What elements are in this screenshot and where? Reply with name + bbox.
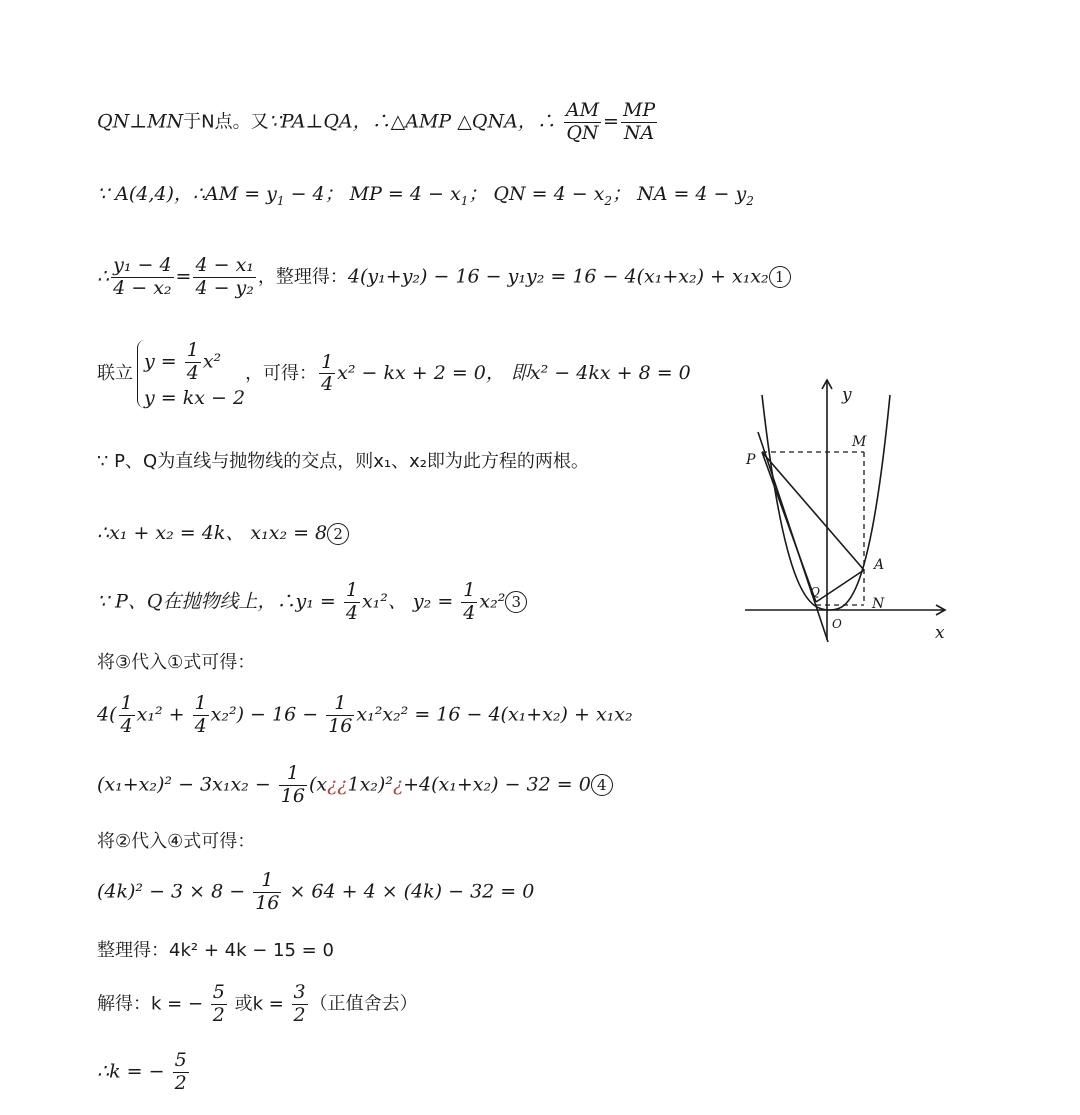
- text: y =: [144, 350, 183, 373]
- numerator: 1: [120, 692, 133, 714]
- text: 解得：k = −: [97, 993, 209, 1015]
- numerator: 4 − x₁: [193, 255, 255, 278]
- equals: =: [603, 110, 619, 133]
- denominator: 4 − y₂: [195, 276, 254, 299]
- fraction: [173, 1050, 189, 1095]
- numerator: 3: [293, 981, 306, 1003]
- denominator: 4: [120, 714, 133, 737]
- label-n: N: [872, 596, 885, 612]
- fraction: [193, 255, 255, 300]
- fraction: [111, 255, 173, 300]
- equation: y = kx − 2: [144, 386, 246, 409]
- text: x₁² +: [136, 703, 191, 726]
- label-a: A: [874, 557, 885, 573]
- text: ∵PA⊥QA，∴△AMP △QNA，∴: [268, 110, 556, 133]
- numerator: 5: [212, 981, 225, 1003]
- parabola-figure: [740, 370, 955, 650]
- text: x₂²: [479, 590, 506, 613]
- line-13: 整理得：4k² + 4k − 15 = 0: [97, 940, 334, 961]
- fraction: [344, 580, 360, 625]
- line-12: [97, 870, 534, 915]
- line-8: 将③代入①式可得：: [97, 652, 256, 673]
- label-o: O: [832, 617, 842, 631]
- fraction: [326, 693, 354, 738]
- denominator: QN: [566, 121, 599, 144]
- circled-mark: 2: [327, 523, 349, 545]
- equation-system: [137, 340, 245, 408]
- text: ∵ A(4,4)，∴AM = y: [97, 183, 277, 205]
- numerator: MP: [622, 99, 656, 121]
- circled-mark: 3: [505, 591, 527, 613]
- denominator: 16: [328, 714, 353, 737]
- numerator: 5: [174, 1049, 187, 1071]
- text: ； NA = 4 − y: [612, 183, 747, 205]
- fraction: [319, 352, 335, 397]
- denominator: 4: [463, 601, 476, 624]
- numerator: 1: [194, 692, 207, 714]
- label-y: y: [842, 385, 852, 405]
- numerator: 1: [186, 339, 199, 361]
- subscript: 1: [276, 193, 285, 208]
- fraction: [564, 100, 601, 145]
- label-q: Q: [810, 585, 820, 599]
- text: ； QN = 4 − x: [468, 183, 605, 205]
- text: × 64 + 4 × (4k) − 32 = 0: [283, 880, 535, 903]
- circled-mark: 1: [769, 266, 791, 288]
- fraction: [461, 580, 477, 625]
- denominator: 4: [186, 361, 199, 384]
- line-6: [97, 523, 349, 545]
- denominator: 4 − x₂: [113, 276, 172, 299]
- text: （正值舍去）: [309, 993, 418, 1015]
- line-1: [97, 100, 659, 145]
- text: − 4； MP = 4 − x: [284, 183, 461, 205]
- numerator: 1: [345, 579, 358, 601]
- line-7: [97, 580, 527, 625]
- text: x₂²) − 16 −: [210, 703, 325, 726]
- numerator: 1: [253, 870, 281, 893]
- text: (x: [308, 773, 328, 796]
- line-9: [97, 693, 633, 738]
- text: ∵ P、Q在抛物线上，∴y₁ =: [97, 590, 342, 613]
- segment-pa: [762, 452, 864, 570]
- line-11: 将②代入④式可得：: [97, 831, 256, 852]
- text: 4(: [97, 703, 117, 726]
- segment-pq: [762, 452, 816, 602]
- text: (4k)² − 3 × 8 −: [97, 880, 252, 903]
- numerator: y₁ − 4: [113, 254, 172, 276]
- denominator: NA: [623, 121, 655, 144]
- subscript: 2: [746, 193, 754, 208]
- fraction: [279, 763, 307, 808]
- garbled-char: ¿: [392, 773, 404, 796]
- equals: =: [175, 265, 192, 288]
- text: +4(x₁+x₂) − 32 = 0: [403, 773, 591, 796]
- numerator: AM: [565, 99, 600, 121]
- text: 4(y₁+y₂) − 16 − y₁y₂ = 16 − 4(x₁+x₂) + x₁x₂: [347, 265, 769, 288]
- fraction: [292, 982, 308, 1027]
- denominator: 2: [174, 1071, 187, 1094]
- line-5: ∵ P、Q为直线与抛物线的交点，则x₁、x₂即为此方程的两根。: [97, 451, 589, 472]
- numerator: 1: [463, 579, 476, 601]
- denominator: 4: [194, 714, 207, 737]
- fraction: [193, 693, 209, 738]
- denominator: 2: [293, 1003, 306, 1026]
- label-p: P: [746, 452, 756, 468]
- line-4: [97, 340, 691, 408]
- denominator: 4: [345, 601, 358, 624]
- fraction: [185, 340, 201, 385]
- text: 或k =: [228, 993, 290, 1015]
- text: x² − kx + 2 = 0， 即x² − 4kx + 8 = 0: [337, 361, 691, 384]
- subscript: 2: [604, 193, 613, 208]
- text: QN⊥MN: [97, 110, 184, 133]
- text: 1x₂)²: [347, 773, 393, 796]
- subscript: 1: [460, 193, 469, 208]
- denominator: 2: [212, 1003, 225, 1026]
- numerator: 1: [279, 763, 307, 786]
- text: ，整理得：: [257, 266, 348, 288]
- text: ∴x₁ + x₂ = 4k、 x₁x₂ = 8: [97, 522, 328, 544]
- text: (x₁+x₂)² − 3x₁x₂ −: [97, 773, 277, 796]
- text: x²: [202, 350, 222, 373]
- text: 于N点。又: [183, 111, 269, 133]
- text: ，可得：: [245, 362, 318, 384]
- fraction: [621, 100, 657, 145]
- fraction: [211, 982, 227, 1027]
- text: x₁²x₂² = 16 − 4(x₁+x₂) + x₁x₂: [356, 703, 633, 726]
- garbled-char: ¿¿: [327, 773, 348, 796]
- denominator: 4: [321, 373, 334, 396]
- line-10: [97, 763, 613, 808]
- line-15: [97, 1050, 191, 1095]
- text: ∴k = −: [97, 1060, 171, 1083]
- circled-mark: 4: [591, 774, 613, 796]
- text: ∴: [97, 265, 110, 288]
- fraction: [253, 870, 281, 915]
- text: x₁²、 y₂ =: [361, 590, 460, 613]
- line-2: [97, 185, 754, 207]
- equation: [144, 340, 245, 385]
- denominator: 16: [280, 784, 305, 807]
- label-x: x: [935, 623, 945, 643]
- numerator: 1: [326, 693, 354, 716]
- numerator: 1: [321, 350, 334, 373]
- fraction: [119, 693, 135, 738]
- line-3: [97, 255, 791, 300]
- line-14: [97, 982, 418, 1027]
- text: 联立: [97, 362, 133, 384]
- denominator: 16: [255, 891, 280, 914]
- label-m: M: [852, 434, 867, 450]
